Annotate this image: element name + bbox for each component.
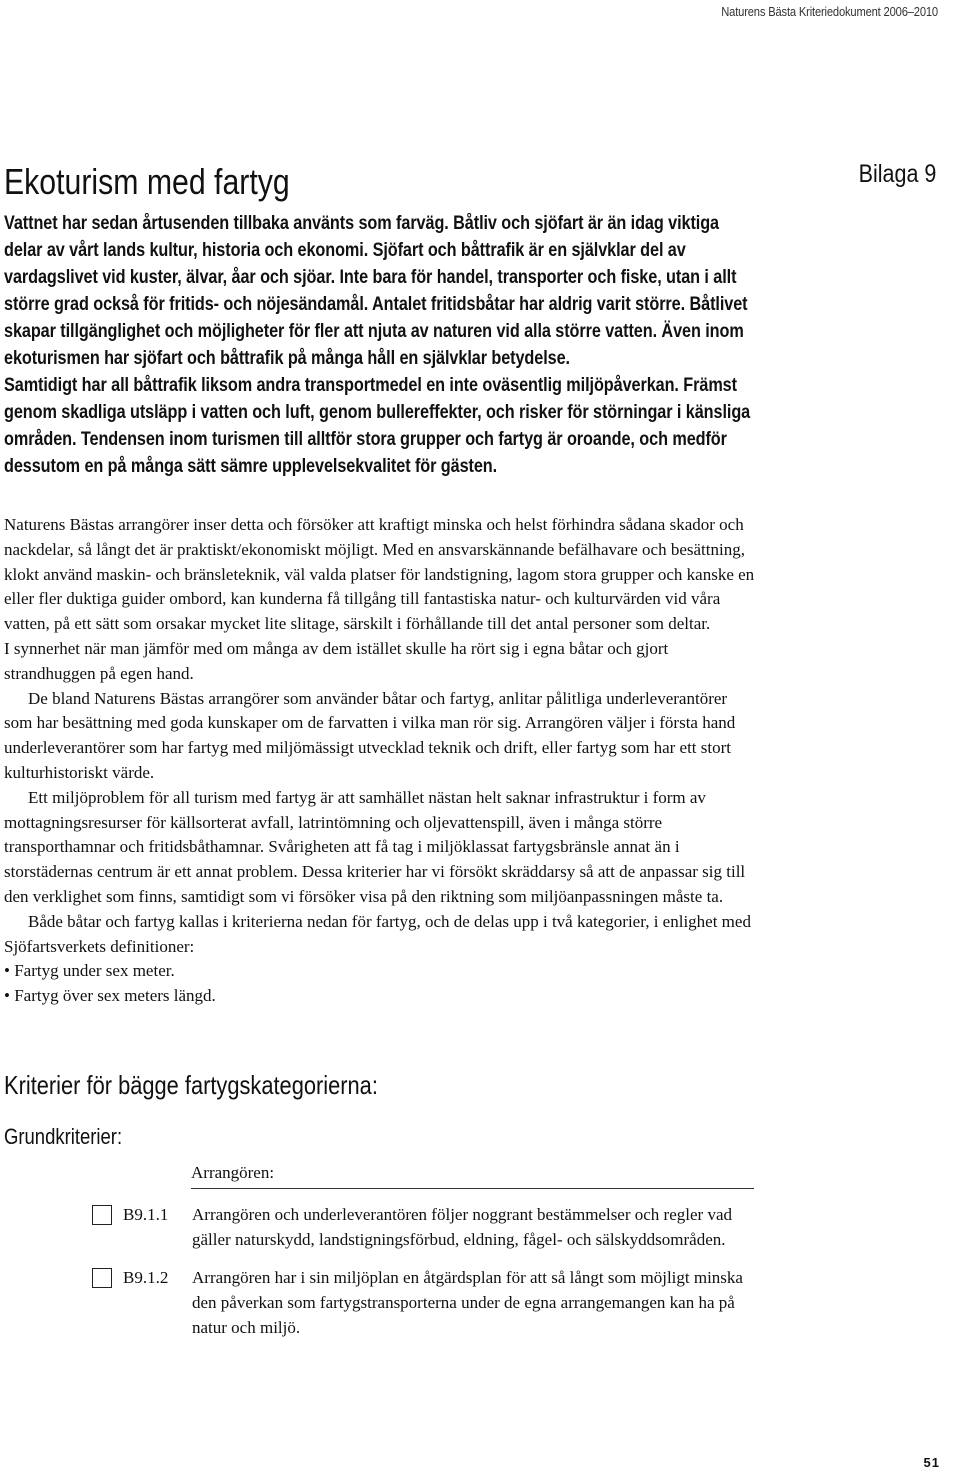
criterion-row [4,1203,756,1253]
criterion-text: Arrangören och underleverantören följer noggrant bestämmelser och regler vad gäller naturskydd, landstigningsförbud, eldning, fågel- och sälskyddsområden. [192,1204,732,1249]
body-paragraph: Naturens Bästas arrangörer inser detta och försöker att kraftigt minska och helst förhindra sådana skador och nackdelar, så långt det är praktiskt/ekonomiskt möjligt. Med en ansvarskännande befälhavare och besättning, klokt använd maskin- och bränsleteknik, väl valda platser för landstigning, lagom stora grupper och kanske en eller fler duktiga guider ombord, kan kunderna få tillgång till fantastiska natur- och kulturvärden vid våra vatten, på ett sätt som orsakar mycket lite slitage, särskilt i förhållande till det antal personer som deltar. [4,515,755,634]
body-text [4,513,756,1009]
intro-text [4,210,756,480]
criteria-column-header: Arrangören: [191,1161,754,1189]
checkbox[interactable] [92,1268,112,1288]
page-number: 51 [923,1455,940,1470]
appendix-label: Bilaga 9 [858,160,936,188]
page-content [4,160,756,1341]
page-title: Ekoturism med fartyg [4,161,290,202]
bullet-item: • Fartyg över sex meters längd. [4,986,216,1006]
body-paragraph: De bland Naturens Bästas arrangörer som använder båtar och fartyg, anlitar pålitliga underleverantörer som har besättning med goda kunskaper om de farvatten i vilka man rör sig. Arrangören väljer i första hand underleverantörer som har fartyg med miljömässigt utvecklad teknik och drift, eller fartyg som har ett stort kulturhistoriskt värde. [4,688,736,782]
section-heading: Kriterier för bägge fartygskategorierna: [4,1069,378,1100]
body-paragraph: Ett miljöproblem för all turism med fartyg är att samhället nästan helt saknar infrastruktur i form av mottagningsresurser för källsorterat avfall, latrintömning och oljevattenspill, även i många större transporthamnar och fritidsbåthamnar. Svårigheten att få tag i miljöklassat fartygsbränsle annat än i storstädernas centrum är ett annat problem. Dessa kriterier har vi försökt skräddarsy så att de anpassar sig till den verklighet som finns, samtidigt som vi försöker visa på den riktning som miljöanpassningen måste ta. [4,787,746,906]
sub-heading: Grundkriterier: [4,1123,123,1149]
criterion-code: B9.1.1 [123,1204,169,1224]
intro-paragraph: Vattnet har sedan årtusenden tillbaka använts som farväg. Båtliv och sjöfart är än idag viktiga delar av vårt lands kultur, historia och ekonomi. Sjöfart och båttrafik är en självklar del av vardagslivet vid kuster, älvar, åar och sjöar. Inte bara för handel, transporter och fiske, utan i allt större grad också för fritids- och nöjesändamål. Antalet fritidsbåtar har aldrig varit större. Båtlivet skapar tillgänglighet och möjligheter för fler att njuta av naturen vid alla större vatten. Även inom ekoturismen har sjöfart och båttrafik på många håll en självklar betydelse. [4,213,748,369]
criterion-code: B9.1.2 [123,1268,169,1288]
criterion-row [4,1266,756,1340]
criterion-text: Arrangören har i sin miljöplan en åtgärdsplan för att så långt som möjligt minska den påverkan som fartygstransporterna under de egna arrangemangen kan ha på natur och miljö. [192,1268,743,1337]
checkbox[interactable] [92,1205,112,1225]
body-paragraph: Både båtar och fartyg kallas i kriterierna nedan för fartyg, och de delas upp i två kategorier, i enlighet med Sjöfartsverkets definitioner: [4,911,751,956]
intro-paragraph: Samtidigt har all båttrafik liksom andra transportmedel en inte oväsentlig miljöpåverkan. Främst genom skadliga utsläpp i vatten och luft, genom bullereffekter, och risker för störningar i känsliga områden. Tendensen inom turismen till alltför stora grupper och fartyg är oroande, och medför dessutom en på många sätt sämre upplevelsekvalitet för gästen. [4,375,751,477]
running-header: Naturens Bästa Kriteriedokument 2006–2010 [721,4,938,19]
bullet-item: • Fartyg under sex meter. [4,961,175,981]
body-paragraph: I synnerhet när man jämför med om många av dem istället skulle ha rört sig i egna båtar och gjort strandhuggen på egen hand. [4,638,669,683]
criteria-list [4,1161,756,1341]
